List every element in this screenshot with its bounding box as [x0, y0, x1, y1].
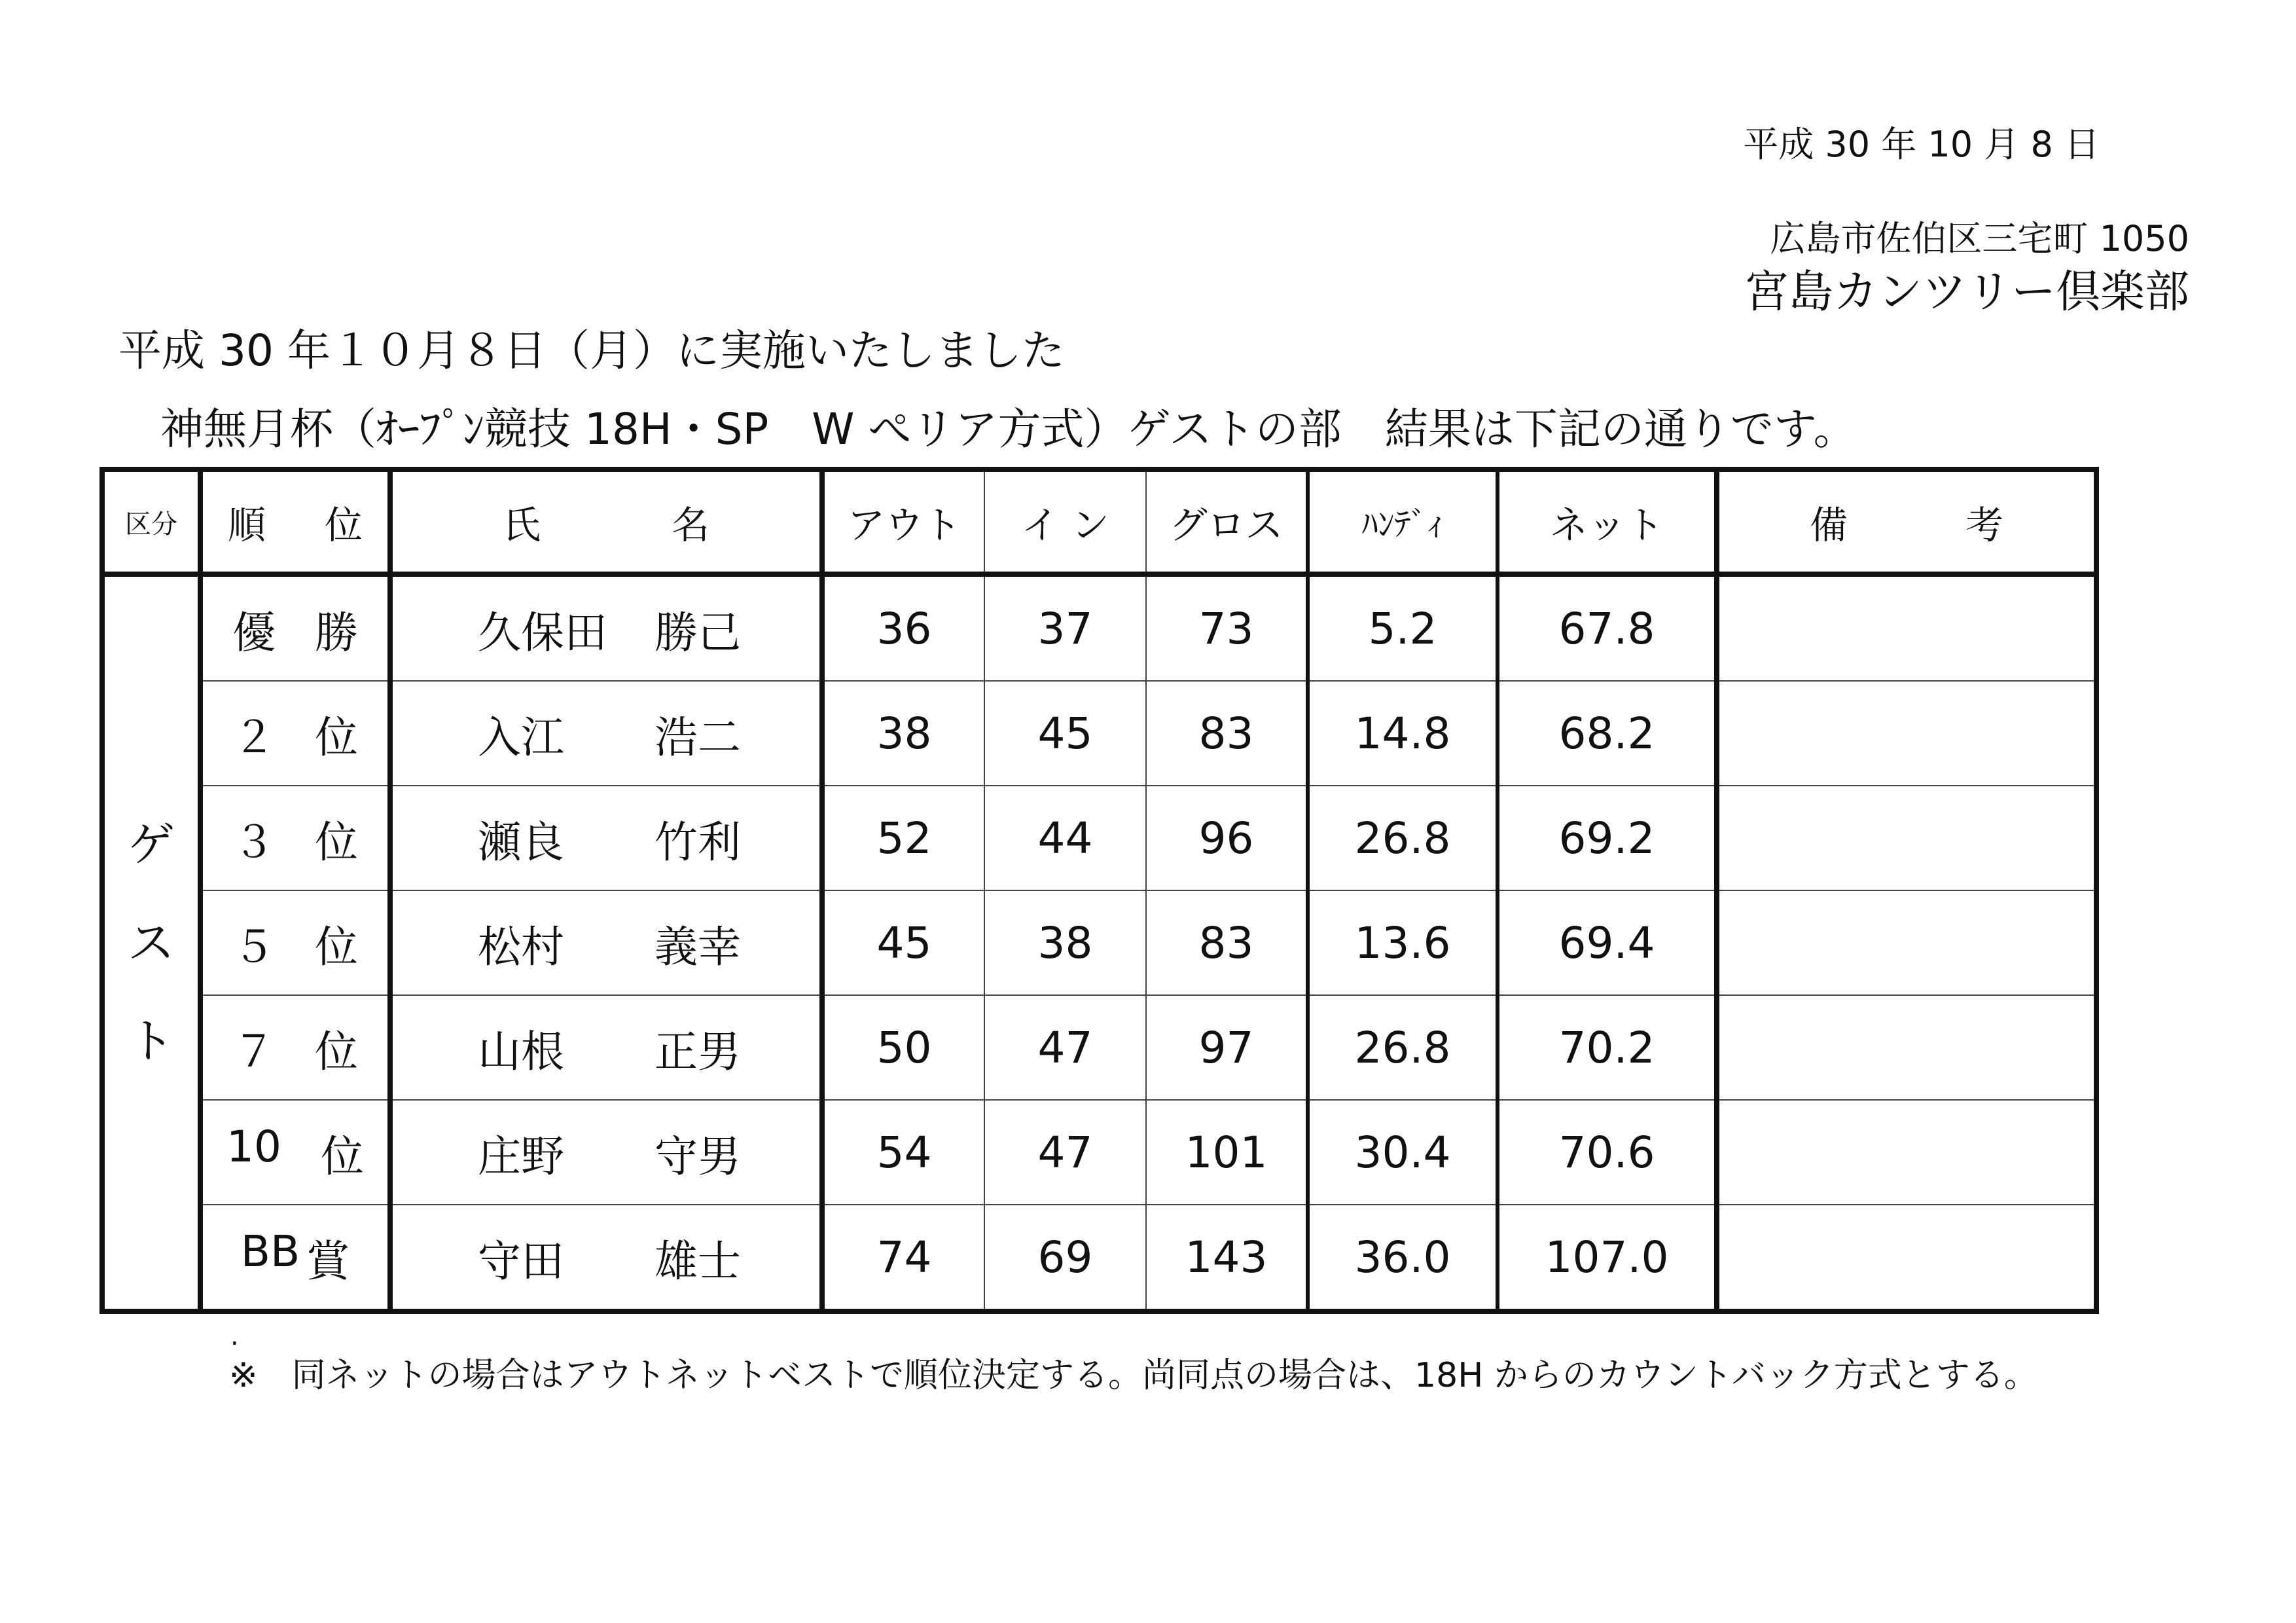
handicap-value: 36.0 — [1308, 1205, 1498, 1311]
rank-suffix: 位 — [315, 1026, 358, 1077]
net-score: 67.8 — [1498, 574, 1717, 681]
net-score: 69.2 — [1498, 786, 1717, 890]
remarks-cell — [1717, 890, 2096, 995]
header-gross: グロス — [1146, 469, 1308, 574]
family-name: 久保田 — [478, 607, 607, 658]
category-char: ス — [127, 915, 175, 970]
rank-cell — [200, 890, 390, 995]
category-char: ト — [127, 1013, 175, 1068]
remarks-cell — [1717, 681, 2096, 786]
name-cell — [390, 786, 822, 890]
in-score: 44 — [984, 786, 1146, 890]
rank-number: BB — [240, 1226, 300, 1277]
remarks-cell — [1717, 1100, 2096, 1205]
intro-line-2: 神無月杯（ｵｰﾌﾟﾝ競技 18H・SP W ぺリア方式）ゲストの部 結果は下記の通りです。 — [160, 404, 1857, 454]
handicap-value: 26.8 — [1308, 995, 1498, 1100]
header-rank-char-2: 位 — [325, 503, 363, 547]
out-score: 38 — [822, 681, 984, 786]
gross-score: 143 — [1146, 1205, 1308, 1311]
name-cell — [390, 681, 822, 786]
out-score: 74 — [822, 1205, 984, 1311]
rank-number: ５ — [232, 921, 276, 972]
results-table — [99, 467, 2099, 1314]
family-name: 瀬良 — [478, 816, 564, 867]
club-address: 広島市佐伯区三宅町 1050 — [1770, 218, 2189, 259]
net-score: 68.2 — [1498, 681, 1717, 786]
header-name-char-1: 氏 — [502, 503, 541, 547]
in-score: 38 — [984, 890, 1146, 995]
rank-number: 優 — [232, 607, 276, 658]
rank-suffix: 勝 — [315, 607, 358, 658]
rank-cell — [200, 681, 390, 786]
in-score: 37 — [984, 574, 1146, 681]
remarks-cell — [1717, 786, 2096, 890]
gross-score: 83 — [1146, 681, 1308, 786]
header-remarks-char-2: 考 — [1965, 503, 2004, 547]
table-row — [102, 574, 2096, 681]
footnote-dot: . — [230, 1321, 239, 1351]
header-name — [390, 469, 822, 574]
rank-number: ７ — [232, 1026, 276, 1077]
table-row — [102, 890, 2096, 995]
rank-suffix: 位 — [315, 921, 358, 972]
header-remarks-char-1: 備 — [1809, 503, 1848, 547]
given-name: 雄士 — [655, 1235, 741, 1286]
header-handicap: ﾊﾝﾃﾞｨ — [1308, 469, 1498, 574]
family-name: 山根 — [478, 1026, 564, 1077]
remarks-cell — [1717, 995, 2096, 1100]
table-row — [102, 995, 2096, 1100]
rank-cell — [200, 1100, 390, 1205]
intro-line-1: 平成 30 年１０月８日（月）に実施いたしました — [118, 325, 1065, 376]
category-cell — [102, 574, 200, 1311]
net-score: 70.6 — [1498, 1100, 1717, 1205]
rank-suffix: 位 — [320, 1131, 364, 1182]
given-name: 守男 — [655, 1131, 741, 1182]
remarks-cell — [1717, 574, 2096, 681]
family-name: 守田 — [478, 1235, 564, 1286]
net-score: 69.4 — [1498, 890, 1717, 995]
rank-cell — [200, 1205, 390, 1311]
rank-suffix: 位 — [315, 712, 358, 763]
rank-cell — [200, 574, 390, 681]
header-in: イ ン — [984, 469, 1146, 574]
family-name: 庄野 — [478, 1131, 564, 1182]
name-cell — [390, 1100, 822, 1205]
given-name: 正男 — [655, 1026, 741, 1077]
rank-suffix: 賞 — [306, 1235, 350, 1286]
handicap-value: 30.4 — [1308, 1100, 1498, 1205]
header-name-char-2: 名 — [672, 503, 710, 547]
name-cell — [390, 890, 822, 995]
in-score: 45 — [984, 681, 1146, 786]
handicap-value: 14.8 — [1308, 681, 1498, 786]
name-cell — [390, 1205, 822, 1311]
gross-score: 97 — [1146, 995, 1308, 1100]
table-row — [102, 1100, 2096, 1205]
out-score: 54 — [822, 1100, 984, 1205]
table-row — [102, 681, 2096, 786]
handicap-value: 5.2 — [1308, 574, 1498, 681]
given-name: 勝己 — [655, 607, 741, 658]
gross-score: 83 — [1146, 890, 1308, 995]
header-out: アウト — [822, 469, 984, 574]
given-name: 義幸 — [655, 921, 741, 972]
table-row — [102, 1205, 2096, 1311]
gross-score: 96 — [1146, 786, 1308, 890]
gross-score: 101 — [1146, 1100, 1308, 1205]
out-score: 45 — [822, 890, 984, 995]
given-name: 竹利 — [655, 816, 741, 867]
rank-cell — [200, 786, 390, 890]
rank-number: ３ — [232, 816, 276, 867]
header-rank — [200, 469, 390, 574]
in-score: 47 — [984, 995, 1146, 1100]
header-net: ネット — [1498, 469, 1717, 574]
family-name: 松村 — [478, 921, 564, 972]
rank-suffix: 位 — [315, 816, 358, 867]
rank-number: 10 — [226, 1121, 281, 1172]
handicap-value: 26.8 — [1308, 786, 1498, 890]
table-header-row — [102, 469, 2096, 574]
club-name: 宮島カンツリー倶楽部 — [1744, 266, 2189, 318]
table-row — [102, 786, 2096, 890]
out-score: 36 — [822, 574, 984, 681]
category-char: ゲ — [127, 817, 175, 872]
handicap-value: 13.6 — [1308, 890, 1498, 995]
out-score: 50 — [822, 995, 984, 1100]
name-cell — [390, 995, 822, 1100]
gross-score: 73 — [1146, 574, 1308, 681]
remarks-cell — [1717, 1205, 2096, 1311]
document-date: 平成 30 年 10 月 8 日 — [1743, 124, 2100, 165]
out-score: 52 — [822, 786, 984, 890]
footnote-text: ※ 同ネットの場合はアウトネットベストで順位決定する。尚同点の場合は、18H からのカウントバック方式とする。 — [229, 1356, 2038, 1395]
rank-cell — [200, 995, 390, 1100]
given-name: 浩二 — [655, 712, 741, 763]
header-category: 区分 — [102, 469, 200, 574]
rank-number: ２ — [232, 712, 276, 763]
net-score: 107.0 — [1498, 1205, 1717, 1311]
header-remarks — [1717, 469, 2096, 574]
header-rank-char-1: 順 — [227, 503, 266, 547]
in-score: 47 — [984, 1100, 1146, 1205]
in-score: 69 — [984, 1205, 1146, 1311]
net-score: 70.2 — [1498, 995, 1717, 1100]
family-name: 入江 — [478, 712, 564, 763]
name-cell — [390, 574, 822, 681]
